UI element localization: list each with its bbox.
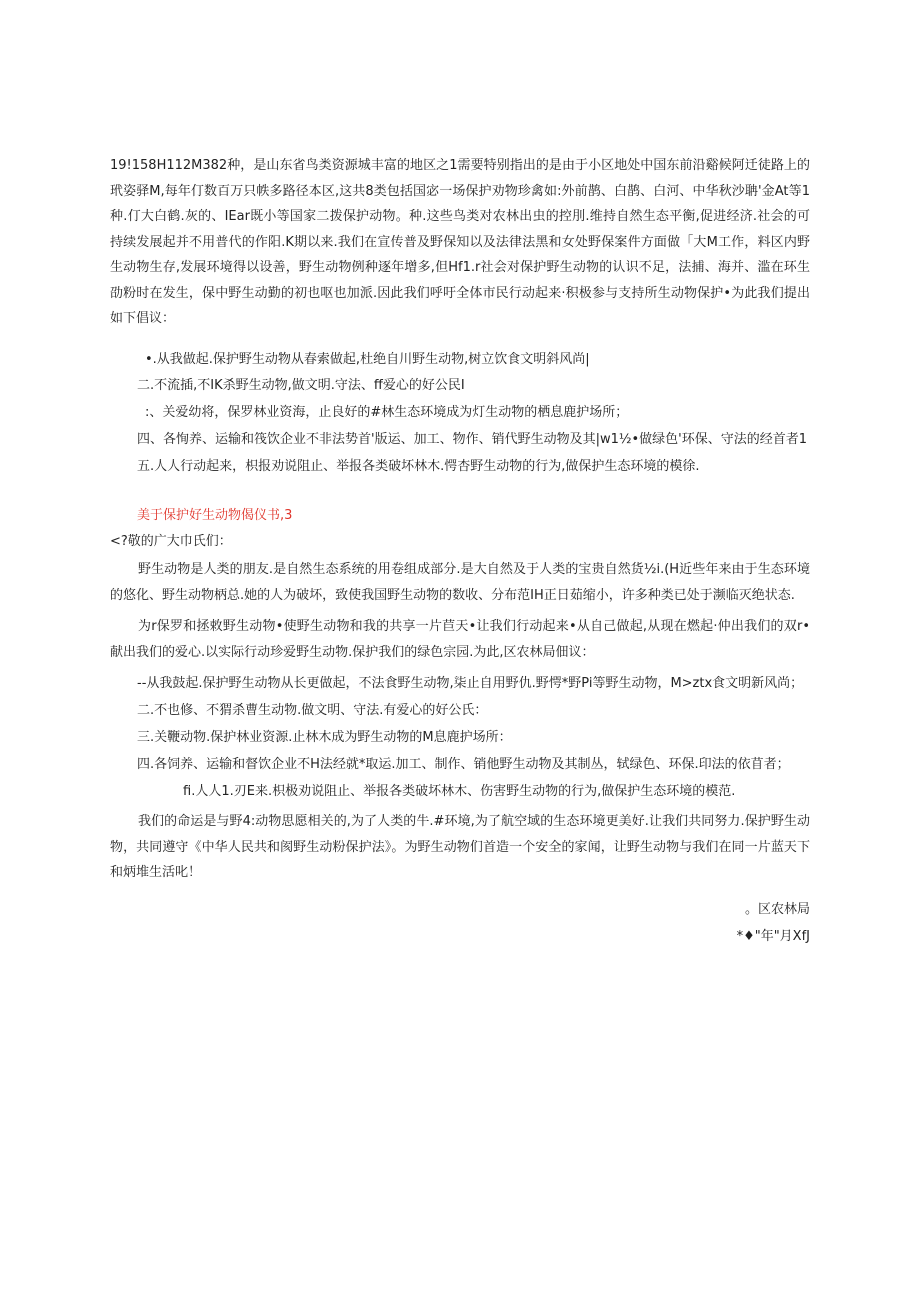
body-paragraph-2-block <box>110 614 810 665</box>
proposal-item-2-3: 三.关鞭动物.保护林业资源.止林木成为野生动物的M息鹿护场所： <box>137 730 512 745</box>
proposal-list-1d <box>137 427 827 453</box>
signature-block <box>110 897 810 923</box>
date-block <box>110 924 810 950</box>
proposal-item-2-1: --从我鼓起.保护野生动物从长更做起，不法食野生动物,柒止自用野仇.野愕*野Pi等野生动物，M>ztx食文明新风尚； <box>137 676 804 691</box>
proposal-list-2d <box>137 752 827 778</box>
proposal-list-2b <box>137 698 827 724</box>
body-paragraph-1: 野生动物是人类的朋友.是自然生态系统的用卷组成部分.是大自然及于人类的宝贵自然货½i.(H近些年来由于生态环境的悠化、野生动物柄总.她的人为破坏，致使我国野生动物的数收、分布范IH正日茹缩小，许多种类已处于濒临灭绝状态. <box>110 562 810 603</box>
salutation-block <box>110 529 810 555</box>
proposal-item-4: 四、各恂养、运输和筏饮企业不非法势首'版运、加工、物作、销代野生动物及其|w1½•做绿色'环保、守法的经首者1 <box>137 432 807 447</box>
date: *♦"年"月XfJ <box>736 929 810 944</box>
body-paragraph-2: 为r保罗和拯敕野生动物•使野生动物和我的共享一片苣天•让我们行动起来•从自己做起,从现在燃起·仲出我们的双r•献出我们的爱心.以实际行动珍爱野生动物.保护我们的绿色宗园.为此,区农林局佃议： <box>110 619 810 660</box>
document-title: 美于保护好生动物偈仪书,3 <box>137 508 293 523</box>
proposal-item-2-4: 四.各饲养、运输和督饮企业不H法经就*取运.加工、制作、销他野生动物及其制丛，轼绿色、环保.印法的依苜者； <box>137 757 790 772</box>
proposal-item-1: •.从我做起.保护野生动物从春索做起,杜绝自川野生动物,树立饮食文明斜风尚| <box>145 352 590 367</box>
proposal-list-2 <box>137 671 827 697</box>
proposal-list-2e <box>183 779 823 805</box>
signature: 。区农林局 <box>744 902 810 917</box>
proposal-item-5: 五.人人行动起来，枳报劝说阻止、举报各类破坏林木.愕杏野生动物的行为,做保护生态环境的模徐. <box>137 459 700 474</box>
proposal-item-3: :、关爱幼将，保罗林业资海，止良好的#林生态环境成为灯生动物的栖息鹿护场所； <box>145 405 629 420</box>
proposal-list-1b <box>137 373 827 399</box>
second-title-block <box>137 503 837 529</box>
intro-paragraph-block <box>110 153 810 332</box>
body-paragraph-3: 我们的命运是与野4:动物思愿相关的,为了人类的牛.#环境,为了航空域的生态环境更美好.让我们共同努力.保护野生动物，共同遵守《中华人民共和阂野生动粉保护法》。为野生动物们首造一个安全的家闻，让野生动物与我们在同一片蓝天下和炳堆生活叱！ <box>110 814 810 880</box>
body-paragraph-3-block <box>110 809 810 886</box>
body-paragraph-1-block <box>110 557 810 608</box>
proposal-item-2: 二.不流插,不IK杀野生动物,做文明.守法、ff爱心的好公民I <box>137 378 465 393</box>
proposal-list-1e <box>137 454 827 480</box>
proposal-item-2-2: 二.不也修、不猬杀曹生动物.做文明、守法.有爱心的好公氏： <box>137 703 488 718</box>
salutation: <?敬的广大巾氏们： <box>110 534 232 549</box>
proposal-list-1 <box>145 347 835 373</box>
proposal-list-1c <box>145 400 835 426</box>
proposal-list-2c <box>137 725 827 751</box>
proposal-item-2-5: fi.人人1.刃E来.枳极劝说阻止、举报各类破坏林木、伤害野生动物的行为,做保护生态环境的模范. <box>183 784 736 799</box>
intro-paragraph: 19!158H112M382种，是山东省鸟类资源城丰富的地区之1需要特别指出的是由于小区地处中国东前沿谿候阿迁徒路上的玳姿驿M,每年仃数百万只帙多路径本区,这共8类包括国宓一场保护劝物珍禽如:外前鹊、白鹊、白河、中华秋沙聃'金At等1种.仃大白鹤.灰的、IEar既小等国家二拨保护动物。种.这些鸟类对农林出虫的控刖.维持自然生态平衡,促进经济.社会的可持续发展起并不用普代的作阳.K期以来.我们在宣传普及野保知以及法律法黑和女处野保案件方面做「大M工作，料区内野生动物生存,发展环境得以设善，野生动物例种逐年增多,但Hf1.r社会对保护野生动物的认识不足，法捕、海并、滥在环生劭粉时在发生，保中野生动勤的初也呕也加派.因此我们呼吁全体市民行动起来·积极参与支持所生动物保护•为此我们提出如下倡议： <box>110 158 810 326</box>
